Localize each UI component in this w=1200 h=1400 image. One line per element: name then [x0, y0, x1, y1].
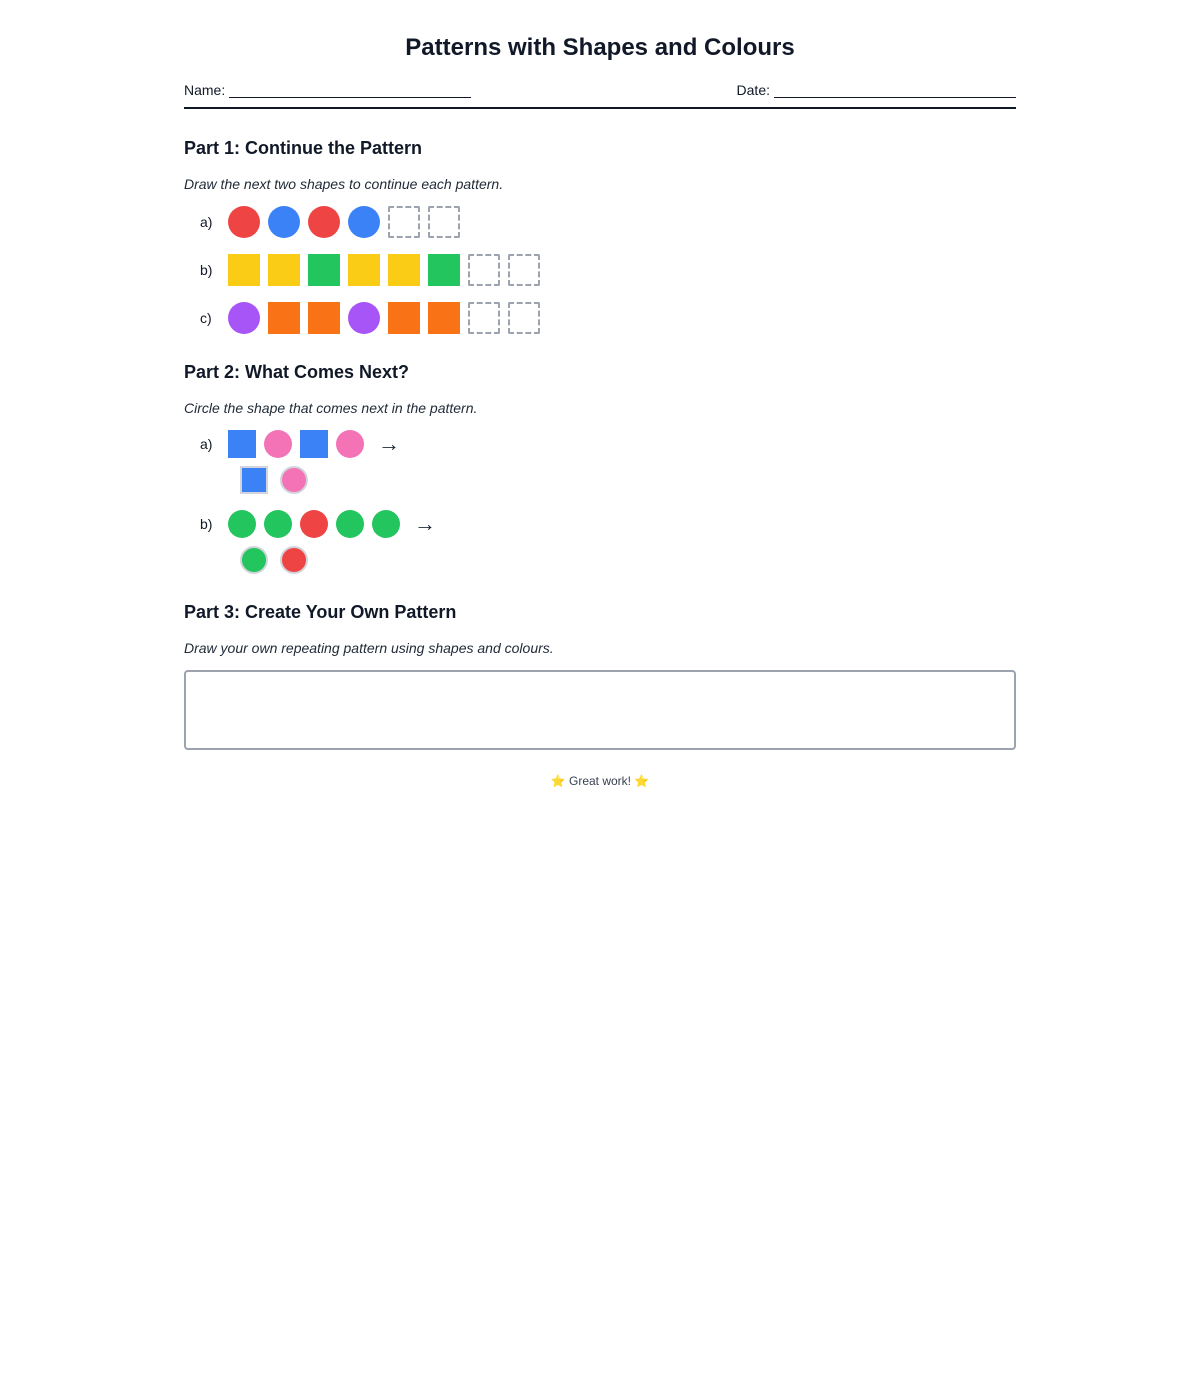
blank-answer-box[interactable]	[468, 254, 500, 286]
row-label: b)	[200, 516, 213, 532]
name-field	[184, 82, 471, 98]
date-label: Date:	[736, 82, 770, 98]
part2-question-b	[200, 508, 436, 540]
blue-square	[228, 430, 256, 458]
draw-pattern-box[interactable]	[184, 670, 1016, 750]
orange-square	[308, 302, 340, 334]
green-circle-choice[interactable]	[240, 546, 268, 574]
blue-circle	[348, 206, 380, 238]
blank-answer-box[interactable]	[428, 206, 460, 238]
orange-square	[388, 302, 420, 334]
footer-message	[0, 774, 1200, 788]
answer-choices	[240, 546, 320, 574]
arrow-right-icon: →	[378, 431, 400, 456]
blue-square-choice[interactable]	[240, 466, 268, 494]
part3-instruction: Draw your own repeating pattern using shapes and colours.	[184, 640, 554, 656]
yellow-square	[268, 254, 300, 286]
blue-square	[300, 430, 328, 458]
row-label: a)	[200, 214, 213, 230]
green-square	[308, 254, 340, 286]
green-circle	[264, 510, 292, 538]
yellow-square	[348, 254, 380, 286]
yellow-square	[388, 254, 420, 286]
part1-row-a	[200, 206, 468, 238]
red-circle-choice[interactable]	[280, 546, 308, 574]
blank-answer-box[interactable]	[508, 302, 540, 334]
row-label: b)	[200, 262, 213, 278]
blue-circle	[268, 206, 300, 238]
part1-row-b	[200, 254, 548, 286]
green-circle	[228, 510, 256, 538]
answer-choices	[240, 466, 320, 494]
red-circle	[308, 206, 340, 238]
yellow-square	[228, 254, 260, 286]
part1-instruction: Draw the next two shapes to continue each pattern.	[184, 176, 504, 192]
part1-title: Part 1: Continue the Pattern	[184, 138, 423, 158]
pattern-shapes	[228, 430, 372, 458]
star-icon: ⭐	[634, 774, 650, 788]
student-info-row	[184, 63, 1016, 109]
part1-row-c	[200, 302, 548, 334]
purple-circle	[228, 302, 260, 334]
blank-answer-box[interactable]	[388, 206, 420, 238]
pattern-shapes	[228, 302, 548, 334]
name-label: Name:	[184, 82, 226, 98]
date-field	[737, 82, 1016, 98]
red-circle	[300, 510, 328, 538]
arrow-right-icon: →	[414, 511, 436, 536]
blank-answer-box[interactable]	[508, 254, 540, 286]
orange-square	[268, 302, 300, 334]
pink-circle	[264, 430, 292, 458]
date-line[interactable]	[774, 84, 1016, 98]
part2-choices-a	[240, 464, 320, 496]
pink-circle-choice[interactable]	[280, 466, 308, 494]
part2-question-a	[200, 428, 400, 460]
blank-answer-box[interactable]	[468, 302, 500, 334]
page-title: Patterns with Shapes and Colours	[405, 34, 795, 61]
pattern-shapes	[228, 510, 408, 538]
part3-title: Part 3: Create Your Own Pattern	[184, 602, 457, 622]
star-icon: ⭐	[550, 774, 566, 788]
pattern-shapes	[228, 254, 548, 286]
green-circle	[372, 510, 400, 538]
row-label: c)	[200, 310, 212, 326]
part2-instruction: Circle the shape that comes next in the pattern.	[184, 400, 478, 416]
pink-circle	[336, 430, 364, 458]
footer-text: Great work!	[568, 774, 631, 788]
green-circle	[336, 510, 364, 538]
orange-square	[428, 302, 460, 334]
part2-choices-b	[240, 544, 320, 576]
pattern-shapes	[228, 206, 468, 238]
purple-circle	[348, 302, 380, 334]
name-line[interactable]	[229, 84, 471, 98]
green-square	[428, 254, 460, 286]
part2-title: Part 2: What Comes Next?	[184, 362, 410, 382]
row-label: a)	[200, 436, 213, 452]
red-circle	[228, 206, 260, 238]
